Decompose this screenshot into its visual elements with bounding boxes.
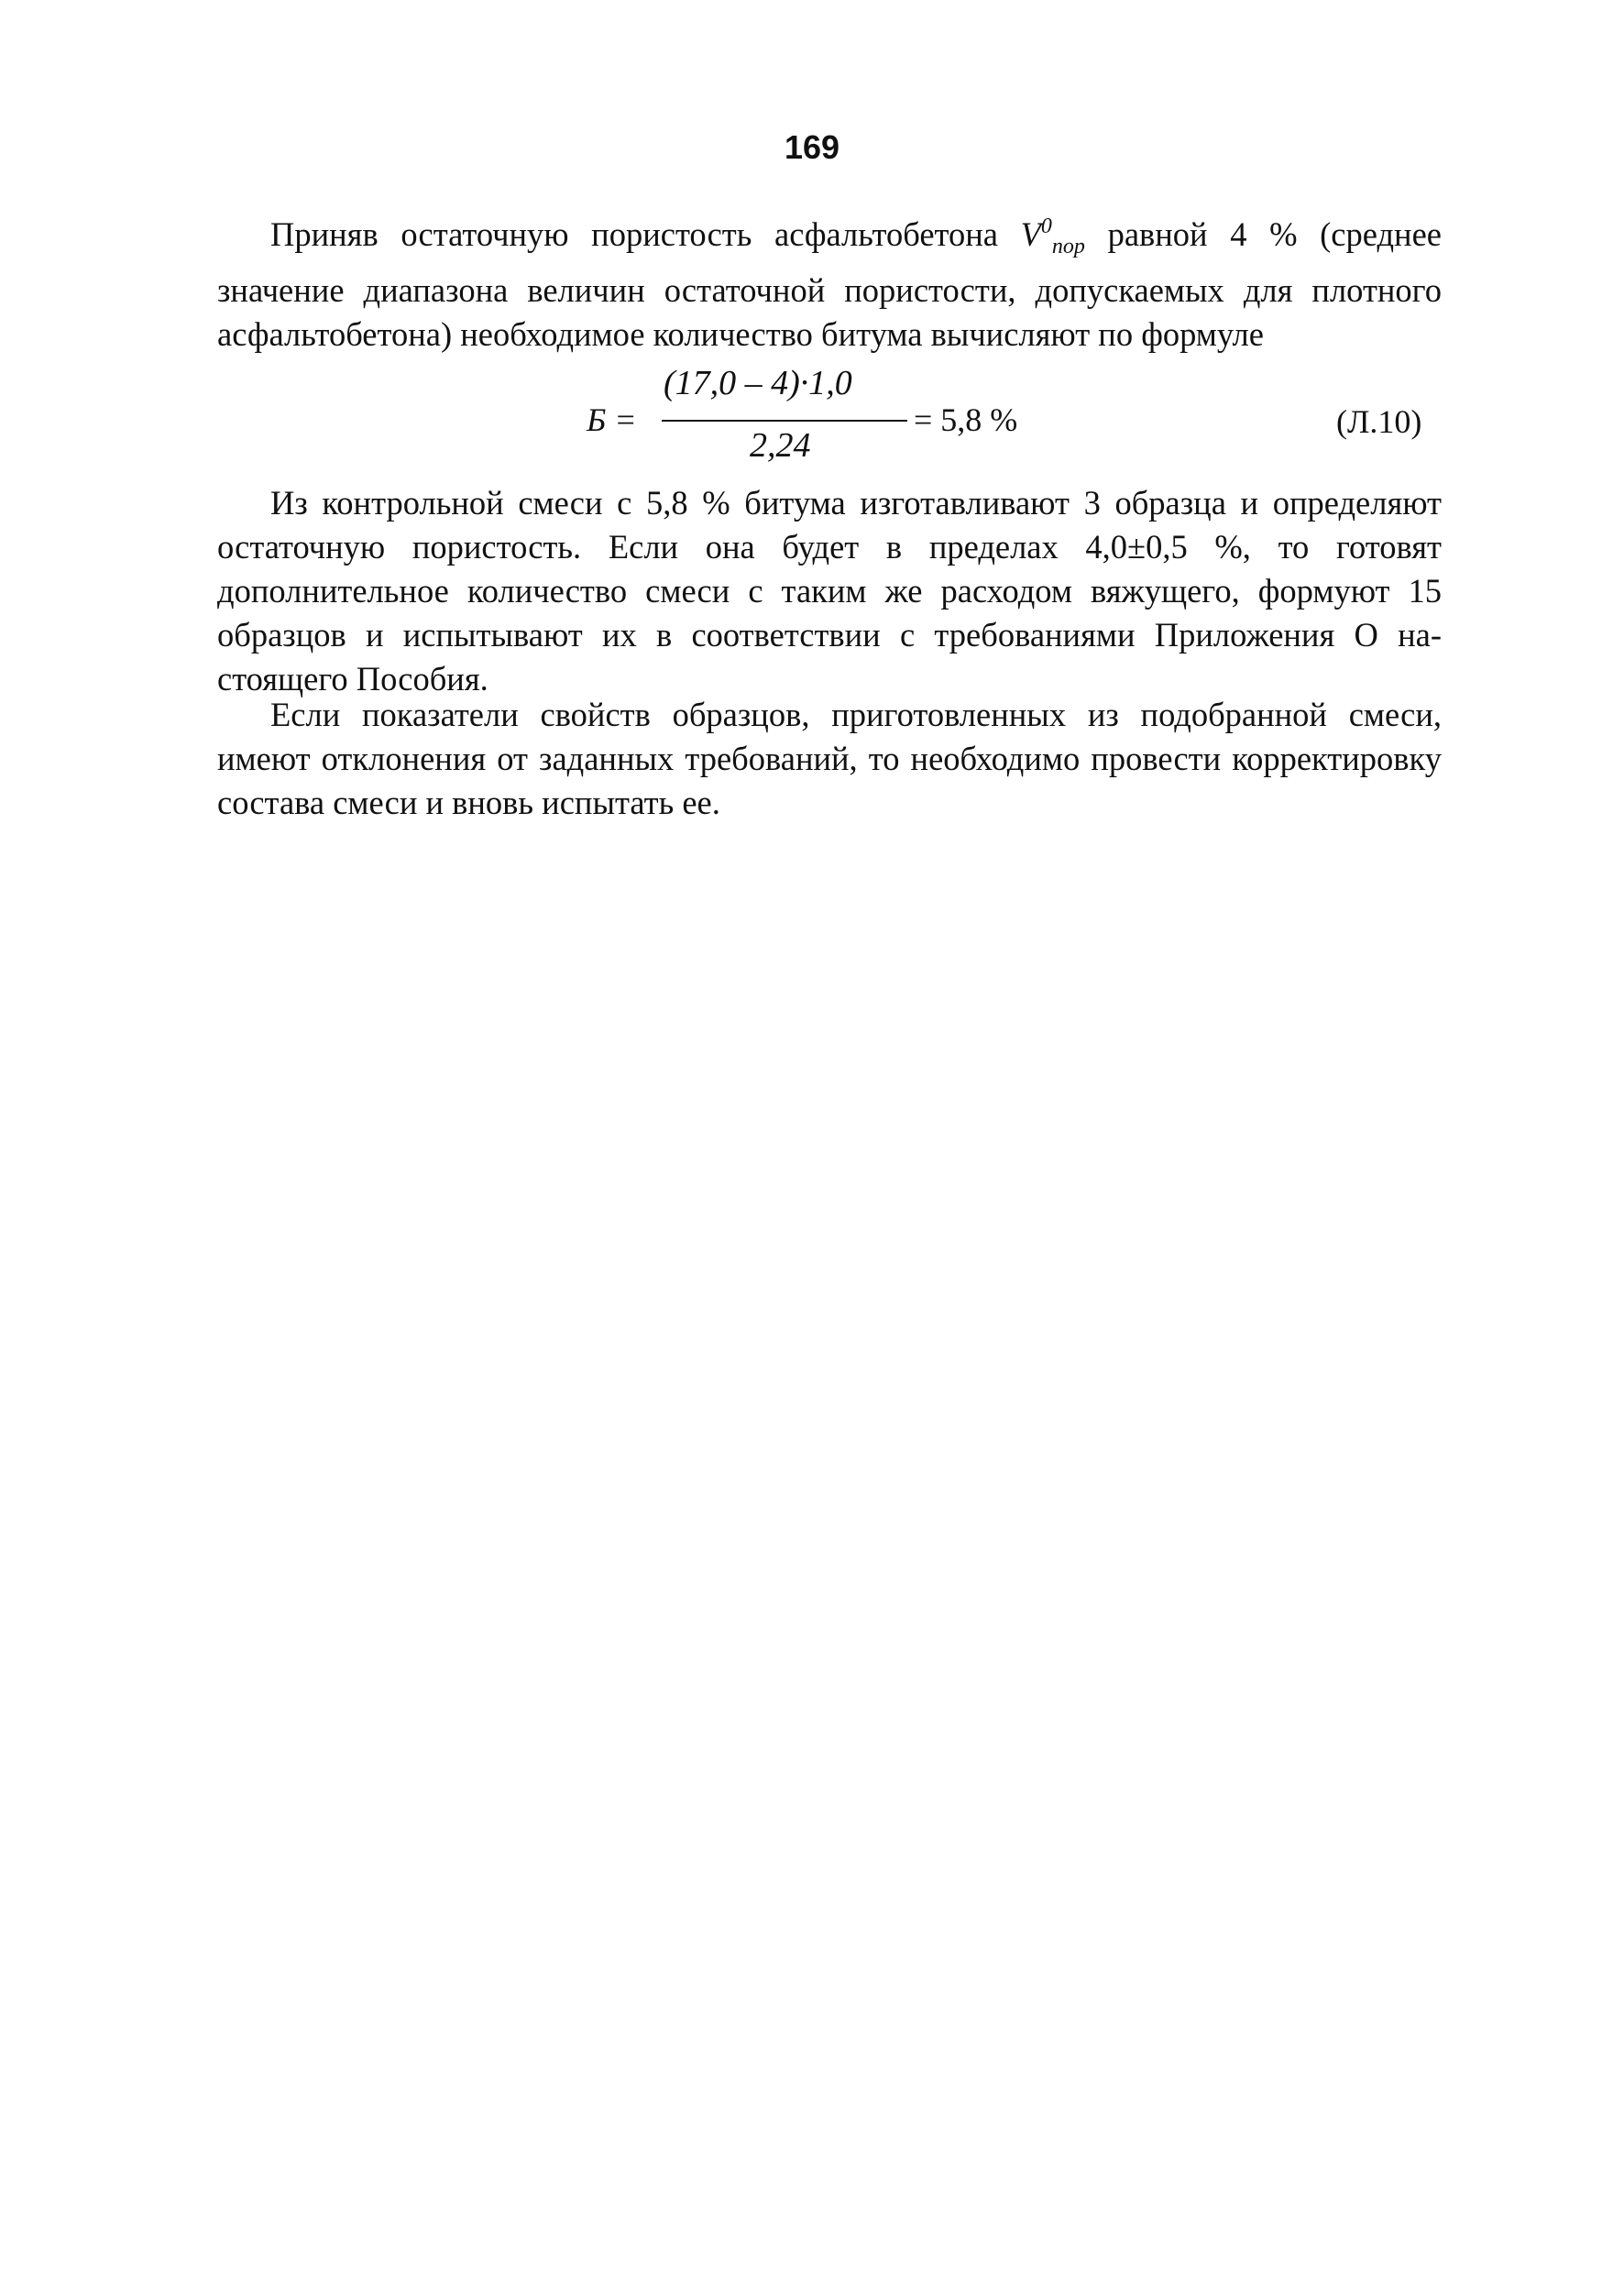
porosity-symbol-base: V	[1020, 215, 1041, 253]
formula-denominator: 2,24	[750, 426, 811, 465]
porosity-symbol-sup: 0	[1040, 214, 1052, 238]
formula-lhs: Б =	[587, 401, 637, 438]
formula-fraction-bar	[662, 420, 907, 422]
bitumen-formula	[0, 363, 1624, 482]
formula-reference: (Л.10)	[1336, 403, 1422, 440]
paragraph-intro	[217, 204, 1442, 357]
porosity-symbol	[1020, 214, 1085, 258]
paragraph-intro-text-start: Приняв остаточную пористость асфальтобетона	[270, 215, 1021, 253]
page-number: 169	[784, 128, 840, 166]
formula-result: = 5,8 %	[914, 401, 1018, 438]
porosity-symbol-sub: пор	[1051, 235, 1085, 258]
formula-numerator: (17,0 – 4)·1,0	[664, 364, 852, 402]
paragraph-control-mix: Из контрольной смеси с 5,8 % битума изготавливают 3 образца и определяют остаточную пористость. Если она будет в пределах 4,0±0,5 %, то готовят дополнительное количество смеси с таким же расходом вяжущего, формуют 15 образцов и испытывают их в соответствии с требованиями Приложения О настоящего Пособия.	[217, 484, 1442, 698]
paragraph-intro-text-end: равной 4 % (среднее значение диапазона величин остаточной пористости, допускаемых для плотного асфальтобетона) необходимое количество битума вычисляют по формуле	[217, 215, 1442, 353]
paragraph-correction: Если показатели свойств образцов, приготовленных из подобранной смеси, имеют отклонения от заданных требований, то необходимо провести корректировку состава смеси и вновь испытать ее.	[217, 696, 1442, 821]
